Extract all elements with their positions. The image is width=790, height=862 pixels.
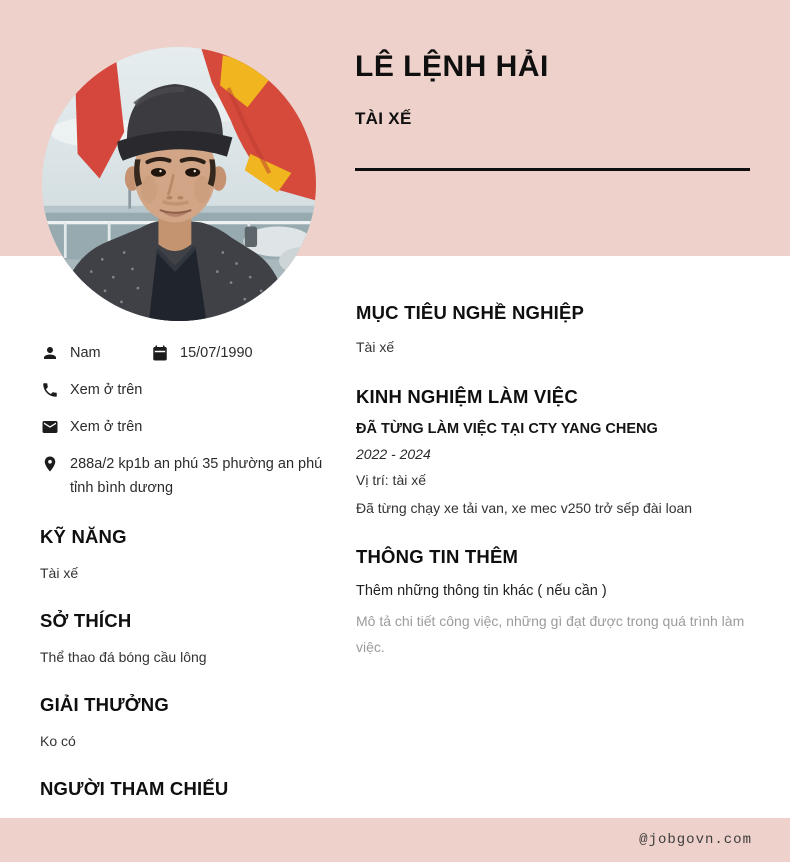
email-value: Xem ở trên [70, 419, 143, 435]
watermark-credit: @jobgovn.com [639, 832, 752, 848]
profile-photo [42, 47, 316, 321]
more-info-placeholder: Mô tả chi tiết công việc, những gì đạt được trong quá trình làm việc. [356, 613, 745, 655]
person-icon [41, 344, 59, 362]
experience-position: Vị trí: tài xế [356, 472, 427, 488]
section-title: GIẢI THƯỞNG [40, 694, 169, 715]
section-content: Thể thao đá bóng cầu lông [40, 649, 207, 665]
section-title: KINH NGHIỆM LÀM VIỆC [356, 386, 578, 407]
section-more-info [356, 546, 752, 660]
info-row-address [40, 452, 328, 500]
section-hobbies [40, 610, 328, 668]
experience-description: Đã từng chạy xe tải van, xe mec v250 trở sếp đài loan [356, 500, 693, 516]
phone-value: Xem ở trên [70, 382, 143, 398]
section-objective [356, 302, 752, 357]
objective-content: Tài xế [356, 339, 395, 355]
phone-icon [41, 381, 59, 399]
section-title: KỸ NĂNG [40, 526, 127, 547]
header-text-block [355, 50, 755, 129]
section-content: Ko có [40, 733, 76, 749]
section-title: NGƯỜI THAM CHIẾU [40, 778, 229, 799]
location-icon [41, 455, 59, 473]
header-divider [355, 168, 750, 171]
address-value: 288a/2 kp1b an phú 35 phường an phú tỉnh bình dương [70, 456, 323, 496]
experience-company: ĐÃ TỪNG LÀM VIỆC TẠI CTY YANG CHENG [356, 421, 658, 437]
gender-value: Nam [70, 345, 101, 361]
footer-band [0, 818, 790, 862]
info-row-gender-birthday [40, 341, 328, 365]
section-awards [40, 694, 328, 752]
right-column [356, 302, 752, 660]
birthday-pair [150, 341, 253, 365]
more-info-line: Thêm những thông tin khác ( nếu cần ) [356, 583, 607, 599]
candidate-name: LÊ LỆNH HẢI [355, 50, 549, 83]
birthday-value: 15/07/1990 [180, 345, 253, 361]
email-icon [41, 418, 59, 436]
section-skills [40, 526, 328, 584]
candidate-job-title: TÀI XẾ [355, 109, 412, 128]
profile-photo-illustration [42, 47, 316, 321]
section-title: MỤC TIÊU NGHỀ NGHIỆP [356, 302, 585, 323]
experience-period: 2022 - 2024 [356, 446, 431, 462]
section-title: THÔNG TIN THÊM [356, 546, 519, 567]
gender-pair [40, 341, 150, 365]
section-title: SỞ THÍCH [40, 610, 132, 631]
calendar-icon [151, 344, 169, 362]
section-content: Tài xế [40, 565, 79, 581]
section-experience [356, 386, 752, 518]
left-column [40, 341, 328, 836]
info-row-phone [40, 378, 328, 402]
info-row-email [40, 415, 328, 439]
